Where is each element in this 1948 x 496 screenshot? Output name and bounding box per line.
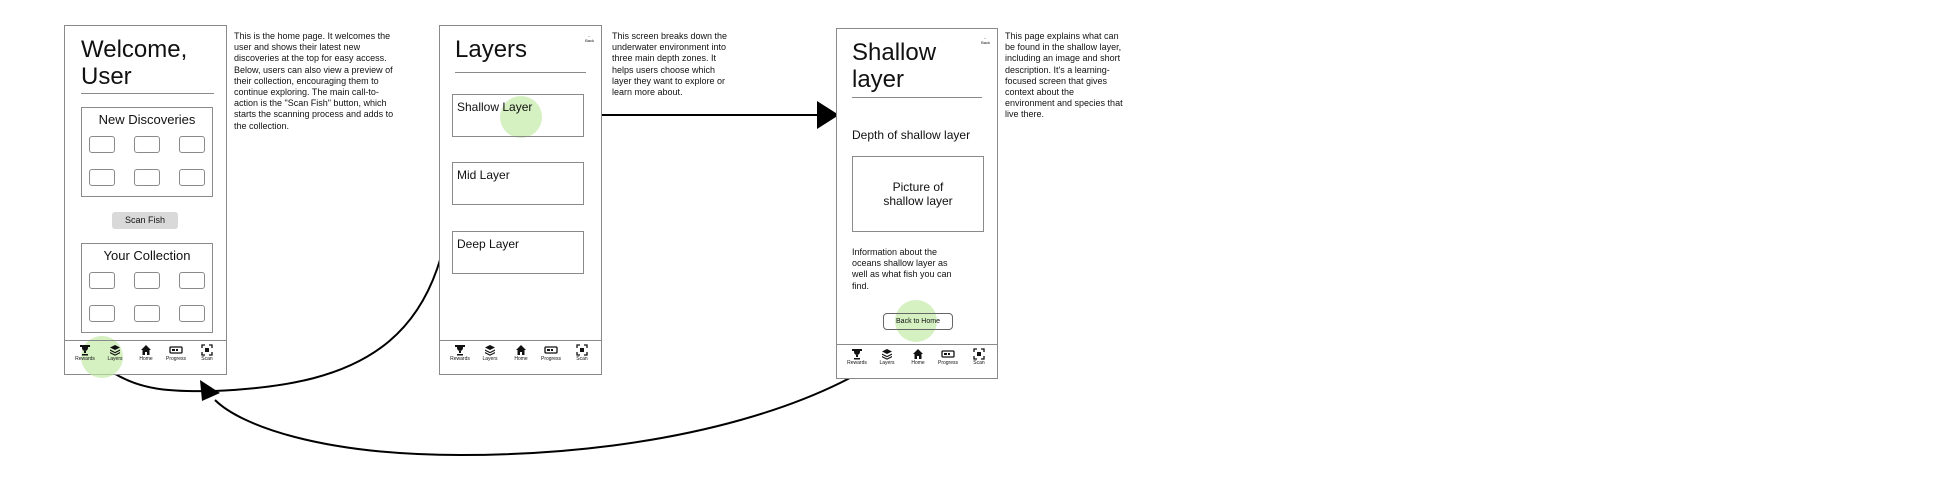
discovery-thumbnail[interactable] xyxy=(179,169,205,186)
layers-description xyxy=(612,31,727,98)
shallow-layer-info xyxy=(852,247,952,292)
note-line: context about the xyxy=(1005,87,1075,98)
nav-label: Layers xyxy=(482,356,498,362)
discovery-thumbnail[interactable] xyxy=(89,136,115,153)
note-line: learn more about. xyxy=(612,87,683,98)
note-line: helps users choose which xyxy=(612,64,716,75)
layer-item-mid[interactable]: Mid Layer xyxy=(452,162,584,205)
collection-thumbnail[interactable] xyxy=(179,305,205,322)
nav-label: Scan xyxy=(576,356,588,362)
depth-heading: Depth of shallow layer xyxy=(852,128,971,142)
picture-caption: shallow layer xyxy=(883,194,953,208)
note-line: environment and species that xyxy=(1005,98,1123,109)
nav-home[interactable] xyxy=(506,344,536,363)
info-line: well as what fish you can xyxy=(852,269,952,280)
note-line: This screen breaks down the xyxy=(612,31,728,41)
note-line: underwater environment into xyxy=(612,42,727,53)
nav-progress[interactable] xyxy=(933,348,963,367)
info-line: Information about the xyxy=(852,247,938,257)
progress-icon xyxy=(544,344,558,356)
nav-label: Home xyxy=(514,356,528,362)
nav-label: Progress xyxy=(165,356,186,362)
trophy-icon xyxy=(79,344,91,356)
shallow-layer-screen xyxy=(836,28,998,379)
note-line: action is the "Scan Fish" button, which xyxy=(234,98,387,109)
home-icon xyxy=(912,348,924,360)
collection-thumbnail[interactable] xyxy=(134,272,160,289)
discovery-thumbnail[interactable] xyxy=(179,136,205,153)
back-button[interactable] xyxy=(585,33,594,43)
collection-thumbnail[interactable] xyxy=(89,305,115,322)
note-line: live there. xyxy=(1005,109,1045,120)
nav-layers[interactable] xyxy=(475,344,505,363)
arrow-layers-nav-to-layers-screen xyxy=(214,150,453,391)
note-line: including an image and short xyxy=(1005,53,1121,64)
new-discoveries-panel xyxy=(81,107,213,197)
back-button[interactable] xyxy=(981,35,990,45)
discovery-thumbnail[interactable] xyxy=(89,169,115,186)
note-line: their collection, encouraging them to xyxy=(234,75,379,86)
info-line: oceans shallow layer as xyxy=(852,258,948,269)
note-line: Below, users can also view a preview of xyxy=(234,64,393,75)
note-line: starts the scanning process and adds to xyxy=(234,109,394,120)
note-line: This is the home page. It welcomes the xyxy=(234,31,391,41)
trophy-icon xyxy=(851,348,863,360)
nav-rewards[interactable] xyxy=(842,348,872,367)
nav-scan[interactable] xyxy=(964,348,994,367)
trophy-icon xyxy=(454,344,466,356)
collection-panel xyxy=(81,243,213,333)
scan-icon xyxy=(576,344,588,356)
back-arrow-icon: ← xyxy=(983,35,988,40)
discovery-thumbnail[interactable] xyxy=(134,169,160,186)
nav-layers[interactable] xyxy=(100,344,130,363)
nav-label: Scan xyxy=(201,356,213,362)
nav-label: Progress xyxy=(937,360,958,366)
nav-label: Progress xyxy=(540,356,561,362)
nav-label: Rewards xyxy=(75,356,95,362)
note-line: discoveries at the top for easy access. xyxy=(234,53,387,64)
scan-fish-button[interactable]: Scan Fish xyxy=(112,212,178,229)
page-title: Layers xyxy=(455,36,528,63)
note-line: the collection. xyxy=(234,120,290,131)
shallow-layer-picture xyxy=(852,156,984,232)
title-line: Welcome, xyxy=(81,36,188,63)
nav-scan[interactable] xyxy=(567,344,597,363)
title-line: User xyxy=(81,63,132,90)
note-line: three main depth zones. It xyxy=(612,53,717,64)
title-line: Shallow xyxy=(852,39,937,66)
home-icon xyxy=(515,344,527,356)
layers-screen xyxy=(439,25,602,375)
nav-layers[interactable] xyxy=(872,348,902,367)
new-discoveries-title: New Discoveries xyxy=(98,112,196,127)
nav-rewards[interactable] xyxy=(445,344,475,363)
home-screen xyxy=(64,25,227,375)
nav-label: Layers xyxy=(107,356,123,362)
bottom-nav xyxy=(837,344,997,378)
nav-label: Rewards xyxy=(847,360,867,366)
nav-label: Scan xyxy=(973,360,985,366)
layers-icon xyxy=(881,348,893,360)
nav-progress[interactable] xyxy=(161,344,191,363)
bottom-nav xyxy=(440,340,601,374)
divider xyxy=(81,93,214,94)
scan-icon xyxy=(201,344,213,356)
bottom-nav xyxy=(65,340,226,374)
collection-thumbnail[interactable] xyxy=(89,272,115,289)
collection-thumbnail[interactable] xyxy=(179,272,205,289)
nav-label: Home xyxy=(911,360,925,366)
home-description xyxy=(234,31,393,132)
nav-rewards[interactable] xyxy=(70,344,100,363)
scan-icon xyxy=(973,348,985,360)
page-title xyxy=(81,36,187,90)
discovery-thumbnail[interactable] xyxy=(134,136,160,153)
note-line: layer they want to explore or xyxy=(612,75,726,86)
page-title xyxy=(852,39,936,93)
nav-scan[interactable] xyxy=(192,344,222,363)
nav-progress[interactable] xyxy=(536,344,566,363)
note-line: focused screen that gives xyxy=(1005,75,1108,86)
divider xyxy=(455,72,586,73)
nav-home[interactable] xyxy=(903,348,933,367)
collection-thumbnail[interactable] xyxy=(134,305,160,322)
note-line: user and shows their latest new xyxy=(234,42,361,53)
note-line: This page explains what can xyxy=(1005,31,1119,41)
nav-label: Layers xyxy=(879,360,895,366)
shallow-description xyxy=(1005,31,1123,121)
layer-item-deep[interactable]: Deep Layer xyxy=(452,231,584,274)
home-icon xyxy=(140,344,152,356)
layer-item-shallow[interactable]: Shallow Layer xyxy=(452,94,584,137)
note-line: continue exploring. The main call-to- xyxy=(234,87,379,98)
back-to-home-button[interactable]: Back to Home xyxy=(883,313,953,330)
nav-label: Home xyxy=(139,356,153,362)
progress-icon xyxy=(941,348,955,360)
note-line: be found in the shallow layer, xyxy=(1005,42,1122,53)
progress-icon xyxy=(169,344,183,356)
collection-title: Your Collection xyxy=(103,248,191,263)
back-label: Back xyxy=(981,40,990,45)
title-line: layer xyxy=(852,66,905,93)
picture-caption: Picture of xyxy=(892,180,944,194)
layers-icon xyxy=(109,344,121,356)
divider xyxy=(852,97,982,98)
back-label: Back xyxy=(585,38,594,43)
nav-home[interactable] xyxy=(131,344,161,363)
info-line: find. xyxy=(852,280,870,291)
note-line: description. It's a learning- xyxy=(1005,64,1110,75)
layers-icon xyxy=(484,344,496,356)
back-arrow-icon: ← xyxy=(587,33,592,38)
nav-label: Rewards xyxy=(450,356,470,362)
